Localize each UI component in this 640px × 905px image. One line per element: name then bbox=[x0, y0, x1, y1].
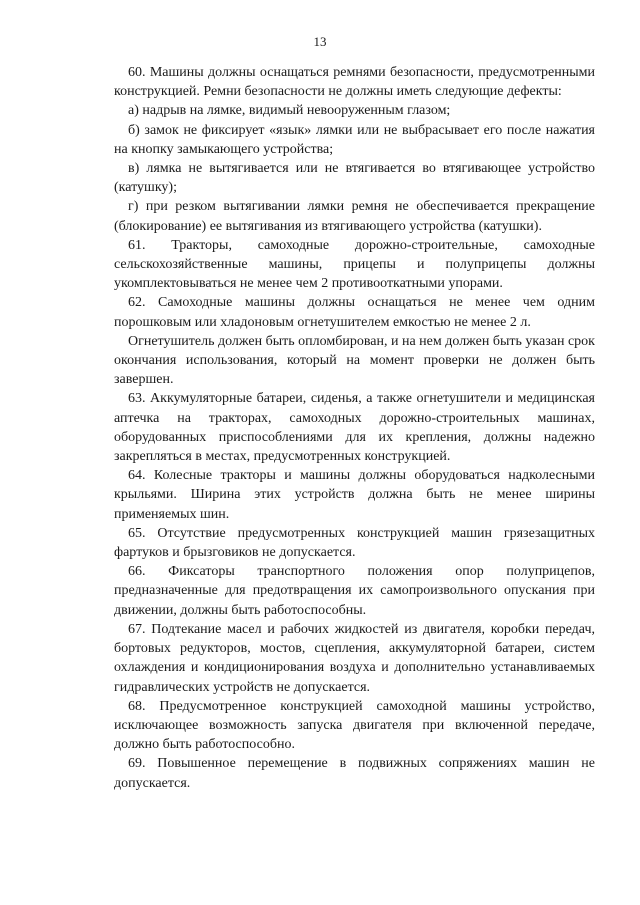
paragraph-62: 62. Самоходные машины должны оснащаться не менее чем одним порошковым или хладоновым огнетушителем емкостью не менее 2 л. bbox=[114, 295, 595, 330]
paragraph-61: 61. Тракторы, самоходные дорожно-строительные, самоходные сельскохозяйственные машины, прицепы и полуприцепы должны укомплектовываться не менее чем 2 противооткатными упорами. bbox=[114, 237, 595, 292]
paragraph-69: 69. Повышенное перемещение в подвижных сопряжениях машин не допускается. bbox=[114, 756, 595, 791]
paragraph-65: 65. Отсутствие предусмотренных конструкцией машин грязезащитных фартуков и брызговиков не допускается. bbox=[114, 525, 595, 561]
document-body bbox=[114, 63, 595, 793]
paragraph-60: 60. Машины должны оснащаться ремнями безопасности, предусмотренными конструкцией. Ремни безопасности не должны иметь следующие дефекты: bbox=[114, 65, 595, 100]
paragraph-62-extinguisher: Огнетушитель должен быть опломбирован, и на нем должен быть указан срок окончания использования, который на момент проверки не должен быть завершен. bbox=[114, 333, 595, 388]
paragraph-66: 66. Фиксаторы транспортного положения опор полуприцепов, предназначенные для предотвращения их самопроизвольного опускания при движении, должны быть работоспособны. bbox=[114, 564, 595, 618]
paragraph-60-v: в) лямка не вытягивается или не втягивается во втягивающее устройство (катушку); bbox=[114, 161, 595, 196]
paragraph-67: 67. Подтекание масел и рабочих жидкостей из двигателя, коробки передач, бортовых редукторов, мостов, сцепления, аккумуляторной батареи, систем охлаждения и кондиционирования воздуха и дополнительно устанавливаемых гидравлических устройств не допускается. bbox=[114, 621, 595, 695]
paragraph-64: 64. Колесные тракторы и машины должны оборудоваться надколесными крыльями. Ширина этих устройств должна быть не менее ширины применяемых шин. bbox=[114, 468, 595, 522]
paragraph-60-a: а) надрыв на лямке, видимый невооруженным глазом; bbox=[128, 103, 451, 119]
page-number: 13 bbox=[313, 34, 327, 49]
paragraph-68: 68. Предусмотренное конструкцией самоходной машины устройство, исключающее возможность запуска двигателя при включенной передаче, должно быть работоспособно. bbox=[114, 698, 595, 753]
paragraph-60-b: б) замок не фиксирует «язык» лямки или не выбрасывает его после нажатия на кнопку замыкающего устройства; bbox=[114, 122, 595, 157]
paragraph-63: 63. Аккумуляторные батареи, сиденья, а также огнетушители и медицинская аптечка на тракторах, самоходных дорожно-строительных машинах, оборудованных приспособлениями для их крепления, должны надежно закрепляться в местах, предусмотренных конструкцией. bbox=[114, 391, 595, 465]
paragraph-60-g: г) при резком вытягивании лямки ремня не обеспечивается прекращение (блокирование) ее вытягивания из втягивающего устройства (катушки). bbox=[114, 199, 595, 234]
